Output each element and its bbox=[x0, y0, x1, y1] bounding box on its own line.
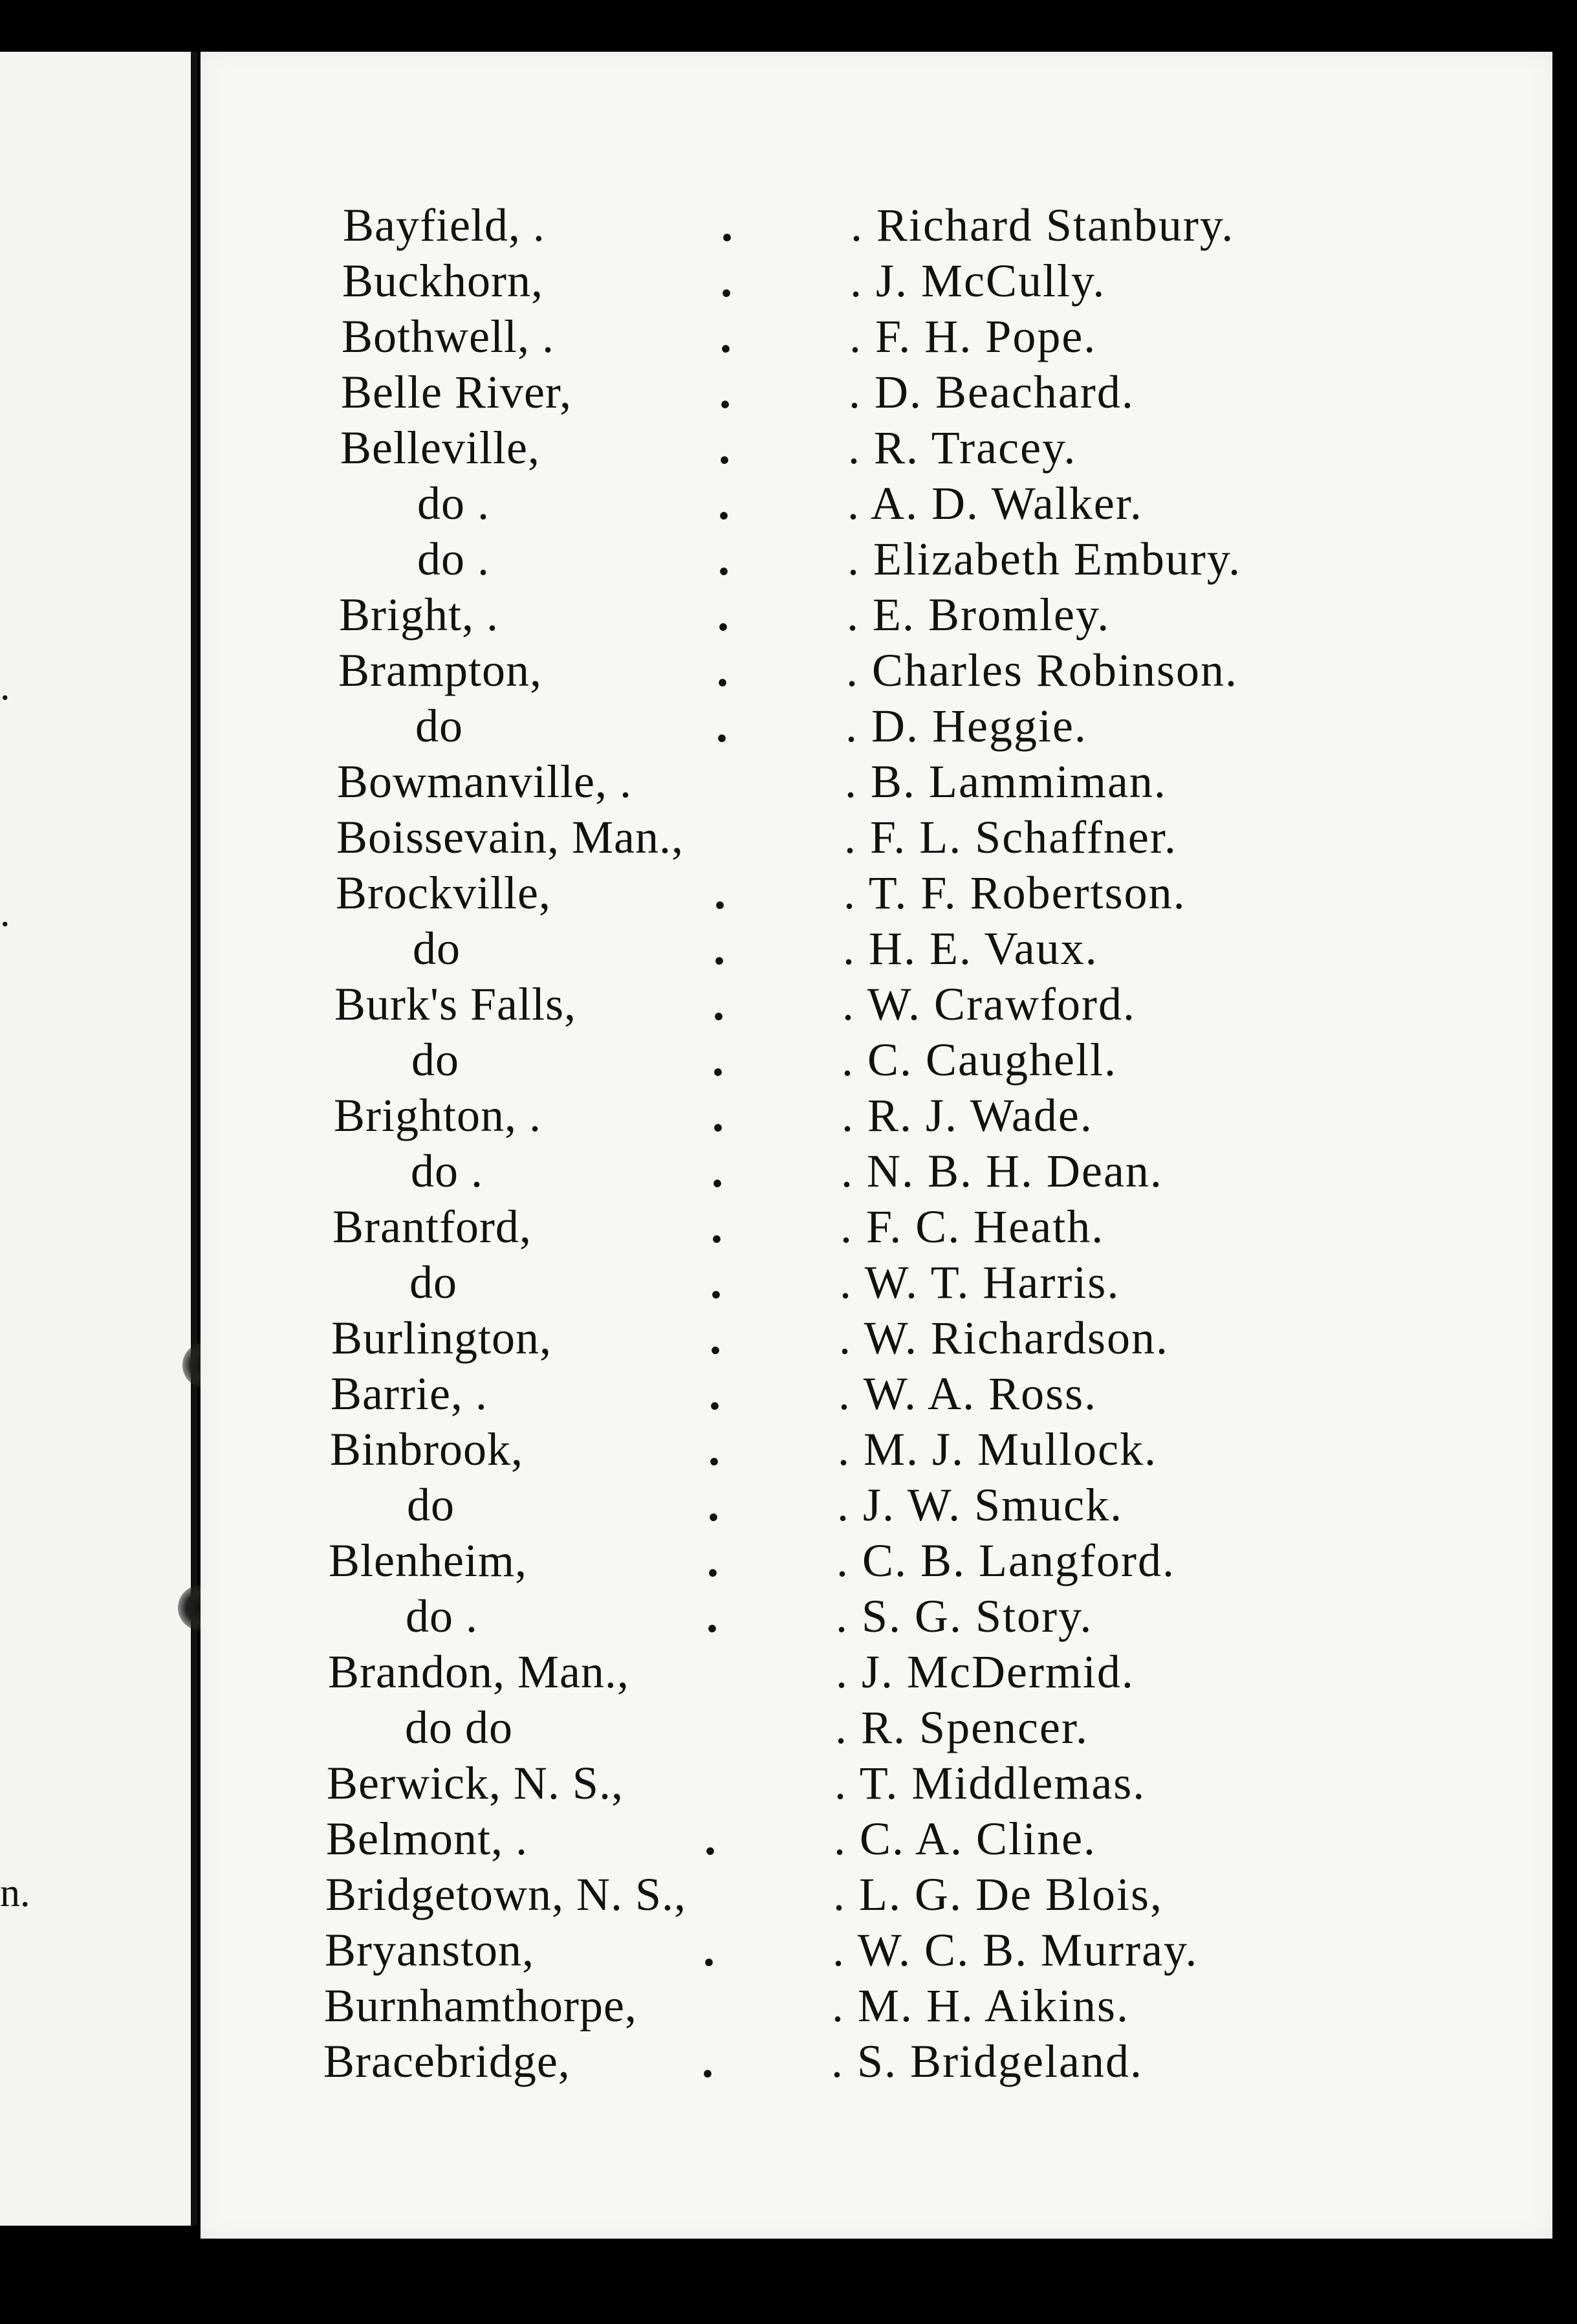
correspondent-name: . M. H. Aikins. bbox=[832, 1980, 1130, 2032]
correspondent-name: . R. Tracey. bbox=[848, 422, 1077, 474]
correspondent-name: . C. A. Cline. bbox=[834, 1813, 1097, 1865]
margin-fragment: n. bbox=[0, 1871, 30, 1915]
correspondent-name: . R. Spencer. bbox=[835, 1702, 1089, 1753]
directory-row bbox=[201, 476, 1552, 531]
place-name: Brantford, bbox=[332, 1201, 532, 1253]
place-name: Bayfield, . bbox=[343, 199, 545, 251]
directory-row bbox=[201, 1310, 1552, 1366]
place-name: Burk's Falls, bbox=[334, 978, 577, 1030]
correspondent-name: . W. Crawford. bbox=[842, 978, 1136, 1030]
correspondent-name: . F. C. Heath. bbox=[840, 1201, 1105, 1253]
leader-dot: . bbox=[704, 1813, 716, 1865]
leader-dot: . bbox=[720, 311, 732, 362]
correspondent-name: . W. C. B. Murray. bbox=[832, 1924, 1199, 1976]
directory-row bbox=[201, 1143, 1552, 1199]
leader-dot: . bbox=[702, 2035, 713, 2087]
correspondent-name: . C. Caughell. bbox=[842, 1034, 1117, 1086]
leader-dot: . bbox=[712, 1145, 723, 1197]
directory-row bbox=[201, 698, 1552, 754]
correspondent-name: . F. H. Pope. bbox=[849, 311, 1097, 362]
place-name: Buckhorn, bbox=[342, 255, 543, 307]
place-name: Bracebridge, bbox=[323, 2035, 571, 2087]
place-name: do bbox=[413, 923, 461, 974]
directory-row bbox=[201, 197, 1552, 253]
leader-dot: . bbox=[707, 1535, 719, 1586]
place-name: Barrie, . bbox=[331, 1368, 488, 1420]
directory-row bbox=[201, 1922, 1552, 1978]
leader-dot: . bbox=[703, 1924, 715, 1976]
place-name: do bbox=[415, 700, 463, 752]
correspondent-name: . D. Heggie. bbox=[845, 700, 1087, 752]
leader-dot: . bbox=[716, 700, 728, 752]
place-name: Bothwell, . bbox=[342, 311, 554, 362]
leader-dot: . bbox=[713, 978, 724, 1030]
directory-row bbox=[201, 1366, 1552, 1421]
place-name: Brockville, bbox=[336, 867, 551, 919]
directory-row bbox=[201, 1867, 1552, 1922]
margin-fragment: . bbox=[0, 891, 10, 935]
correspondent-name: . L. G. De Blois, bbox=[833, 1869, 1163, 1920]
directory-row bbox=[201, 1588, 1552, 1644]
directory-row bbox=[201, 1088, 1552, 1143]
directory-row bbox=[201, 642, 1552, 698]
directory-row bbox=[201, 921, 1552, 976]
correspondent-name: . W. Richardson. bbox=[839, 1312, 1169, 1364]
place-name: Bright, . bbox=[339, 589, 499, 641]
leader-dot: . bbox=[710, 1312, 721, 1364]
place-name: Burnhamthorpe, bbox=[324, 1980, 637, 2032]
leader-dot: . bbox=[710, 1256, 722, 1308]
directory-page bbox=[201, 52, 1552, 2239]
place-name: do bbox=[409, 1256, 457, 1308]
correspondent-name: . H. E. Vaux. bbox=[843, 923, 1098, 974]
correspondent-name: . C. B. Langford. bbox=[836, 1535, 1175, 1586]
directory-row bbox=[201, 1421, 1552, 1477]
leader-dot: . bbox=[717, 644, 728, 696]
correspondent-name: . J. W. Smuck. bbox=[837, 1479, 1124, 1531]
correspondent-name: . F. L. Schaffner. bbox=[844, 811, 1177, 863]
correspondent-name: . E. Bromley. bbox=[847, 589, 1111, 641]
correspondent-name: . Richard Stanbury. bbox=[851, 199, 1235, 251]
place-name: Bowmanville, . bbox=[337, 756, 632, 807]
directory-row bbox=[201, 865, 1552, 921]
directory-list bbox=[201, 197, 1552, 2089]
correspondent-name: . R. J. Wade. bbox=[842, 1090, 1093, 1141]
leader-dot: . bbox=[718, 533, 730, 585]
directory-row bbox=[201, 1032, 1552, 1088]
directory-row bbox=[201, 1533, 1552, 1588]
leader-dot: . bbox=[712, 1034, 724, 1086]
correspondent-name: . Elizabeth Embury. bbox=[847, 533, 1242, 585]
place-name: Berwick, N. S., bbox=[327, 1757, 624, 1809]
leader-dot: . bbox=[711, 1201, 723, 1253]
correspondent-name: . J. McDermid. bbox=[836, 1646, 1135, 1698]
place-name: Burlington, bbox=[331, 1312, 552, 1364]
leader-dot: . bbox=[706, 1590, 718, 1642]
leader-dot: . bbox=[719, 422, 730, 474]
leader-dot: . bbox=[709, 1368, 721, 1420]
directory-row bbox=[201, 2034, 1552, 2089]
place-name: do . bbox=[417, 477, 490, 529]
correspondent-name: . M. J. Mullock. bbox=[838, 1423, 1158, 1475]
correspondent-name: . S. Bridgeland. bbox=[831, 2035, 1143, 2087]
place-name: Belmont, . bbox=[326, 1813, 528, 1865]
correspondent-name: . T. Middlemas. bbox=[834, 1757, 1146, 1809]
place-name: Belle River, bbox=[341, 366, 572, 418]
place-name: Brampton, bbox=[338, 644, 542, 696]
place-name: Blenheim, bbox=[329, 1535, 527, 1586]
directory-row bbox=[201, 531, 1552, 587]
correspondent-name: . B. Lammiman. bbox=[845, 756, 1167, 807]
facing-page-edge bbox=[0, 52, 194, 2226]
place-name: Bridgetown, N. S., bbox=[325, 1869, 686, 1920]
place-name: do do bbox=[405, 1702, 513, 1753]
directory-row bbox=[201, 1755, 1552, 1811]
place-name: do . bbox=[406, 1590, 478, 1642]
leader-dot: . bbox=[712, 1090, 724, 1141]
leader-dot: . bbox=[713, 923, 725, 974]
place-name: do . bbox=[411, 1145, 483, 1197]
directory-row bbox=[201, 364, 1552, 420]
leader-dot: . bbox=[714, 867, 726, 919]
directory-row bbox=[201, 1811, 1552, 1867]
book-gutter bbox=[191, 52, 197, 2226]
correspondent-name: . N. B. H. Dean. bbox=[841, 1145, 1163, 1197]
correspondent-name: . W. A. Ross. bbox=[838, 1368, 1098, 1420]
leader-dot: . bbox=[708, 1479, 719, 1531]
margin-fragment: . bbox=[0, 664, 10, 708]
place-name: Boissevain, Man., bbox=[336, 811, 684, 863]
leader-dot: . bbox=[708, 1423, 720, 1475]
directory-row bbox=[201, 1199, 1552, 1255]
directory-row bbox=[201, 253, 1552, 309]
leader-dot: . bbox=[718, 477, 730, 529]
directory-row bbox=[201, 754, 1552, 809]
directory-row bbox=[201, 1978, 1552, 2034]
leader-dot: . bbox=[721, 199, 733, 251]
place-name: do bbox=[411, 1034, 459, 1086]
place-name: Belleville, bbox=[340, 422, 540, 474]
directory-row bbox=[201, 309, 1552, 364]
directory-row bbox=[201, 1255, 1552, 1310]
place-name: Binbrook, bbox=[330, 1423, 524, 1475]
place-name: Bryanston, bbox=[325, 1924, 534, 1976]
directory-row bbox=[201, 1477, 1552, 1533]
directory-row bbox=[201, 1700, 1552, 1755]
place-name: Brandon, Man., bbox=[328, 1646, 629, 1698]
directory-row bbox=[201, 1644, 1552, 1700]
correspondent-name: . W. T. Harris. bbox=[840, 1256, 1120, 1308]
place-name: do bbox=[407, 1479, 455, 1531]
place-name: Brighton, . bbox=[334, 1090, 542, 1141]
directory-row bbox=[201, 587, 1552, 642]
directory-row bbox=[201, 420, 1552, 476]
place-name: do . bbox=[417, 533, 490, 585]
correspondent-name: . J. McCully. bbox=[850, 255, 1106, 307]
correspondent-name: . D. Beachard. bbox=[849, 366, 1135, 418]
correspondent-name: . A. D. Walker. bbox=[847, 477, 1143, 529]
leader-dot: . bbox=[717, 589, 729, 641]
directory-row bbox=[201, 976, 1552, 1032]
correspondent-name: . S. G. Story. bbox=[836, 1590, 1093, 1642]
leader-dot: . bbox=[719, 366, 731, 418]
correspondent-name: . T. F. Robertson. bbox=[843, 867, 1186, 919]
leader-dot: . bbox=[721, 255, 732, 307]
directory-row bbox=[201, 809, 1552, 865]
correspondent-name: . Charles Robinson. bbox=[846, 644, 1238, 696]
